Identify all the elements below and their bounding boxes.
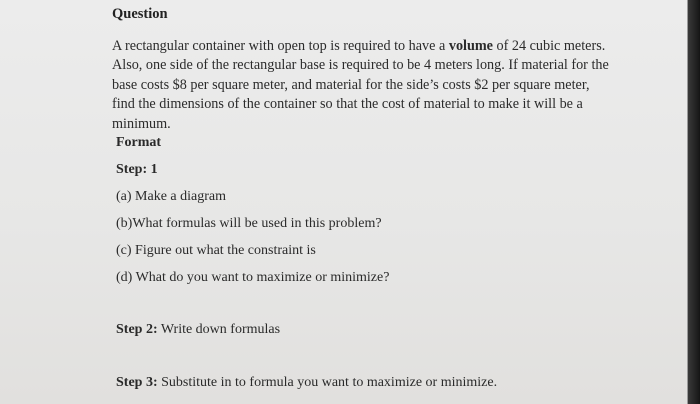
step-2-label: Step 2: <box>116 322 158 337</box>
format-item-c: (c) Figure out what the constraint is <box>116 243 316 258</box>
screen-edge <box>688 0 700 404</box>
step-2 <box>116 321 280 339</box>
format-item-d: (d) What do you want to maximize or minimize? <box>116 270 390 285</box>
question-text <box>112 37 612 134</box>
step-2-text: Write down formulas <box>157 322 281 337</box>
question-text-part1: A rectangular container with open top is required to have a <box>112 38 449 54</box>
question-content <box>112 5 652 390</box>
step-3-label: Step 3: <box>116 375 158 390</box>
step-1-label-text: Step: 1 <box>116 162 158 177</box>
step-1-label <box>116 161 158 179</box>
format-item-a: (a) Make a diagram <box>116 189 226 204</box>
format-heading: Format <box>116 135 162 150</box>
question-heading: Question <box>112 6 168 22</box>
step-3 <box>116 374 497 392</box>
format-item-b: (b)What formulas will be used in this problem? <box>116 216 382 231</box>
question-text-bold: volume <box>448 38 493 54</box>
question-text-part2: of 24 cubic meters. Also, one side of the rectangular base is required to be 4 meters long. If material for the base costs $8 per square meter, and material for the side’s costs $2 per square meter, find the dimensions of the container so that the cost of material to make it will be a minimum. <box>112 38 609 132</box>
step-3-text: Substitute in to formula you want to maximize or minimize. <box>157 375 498 390</box>
